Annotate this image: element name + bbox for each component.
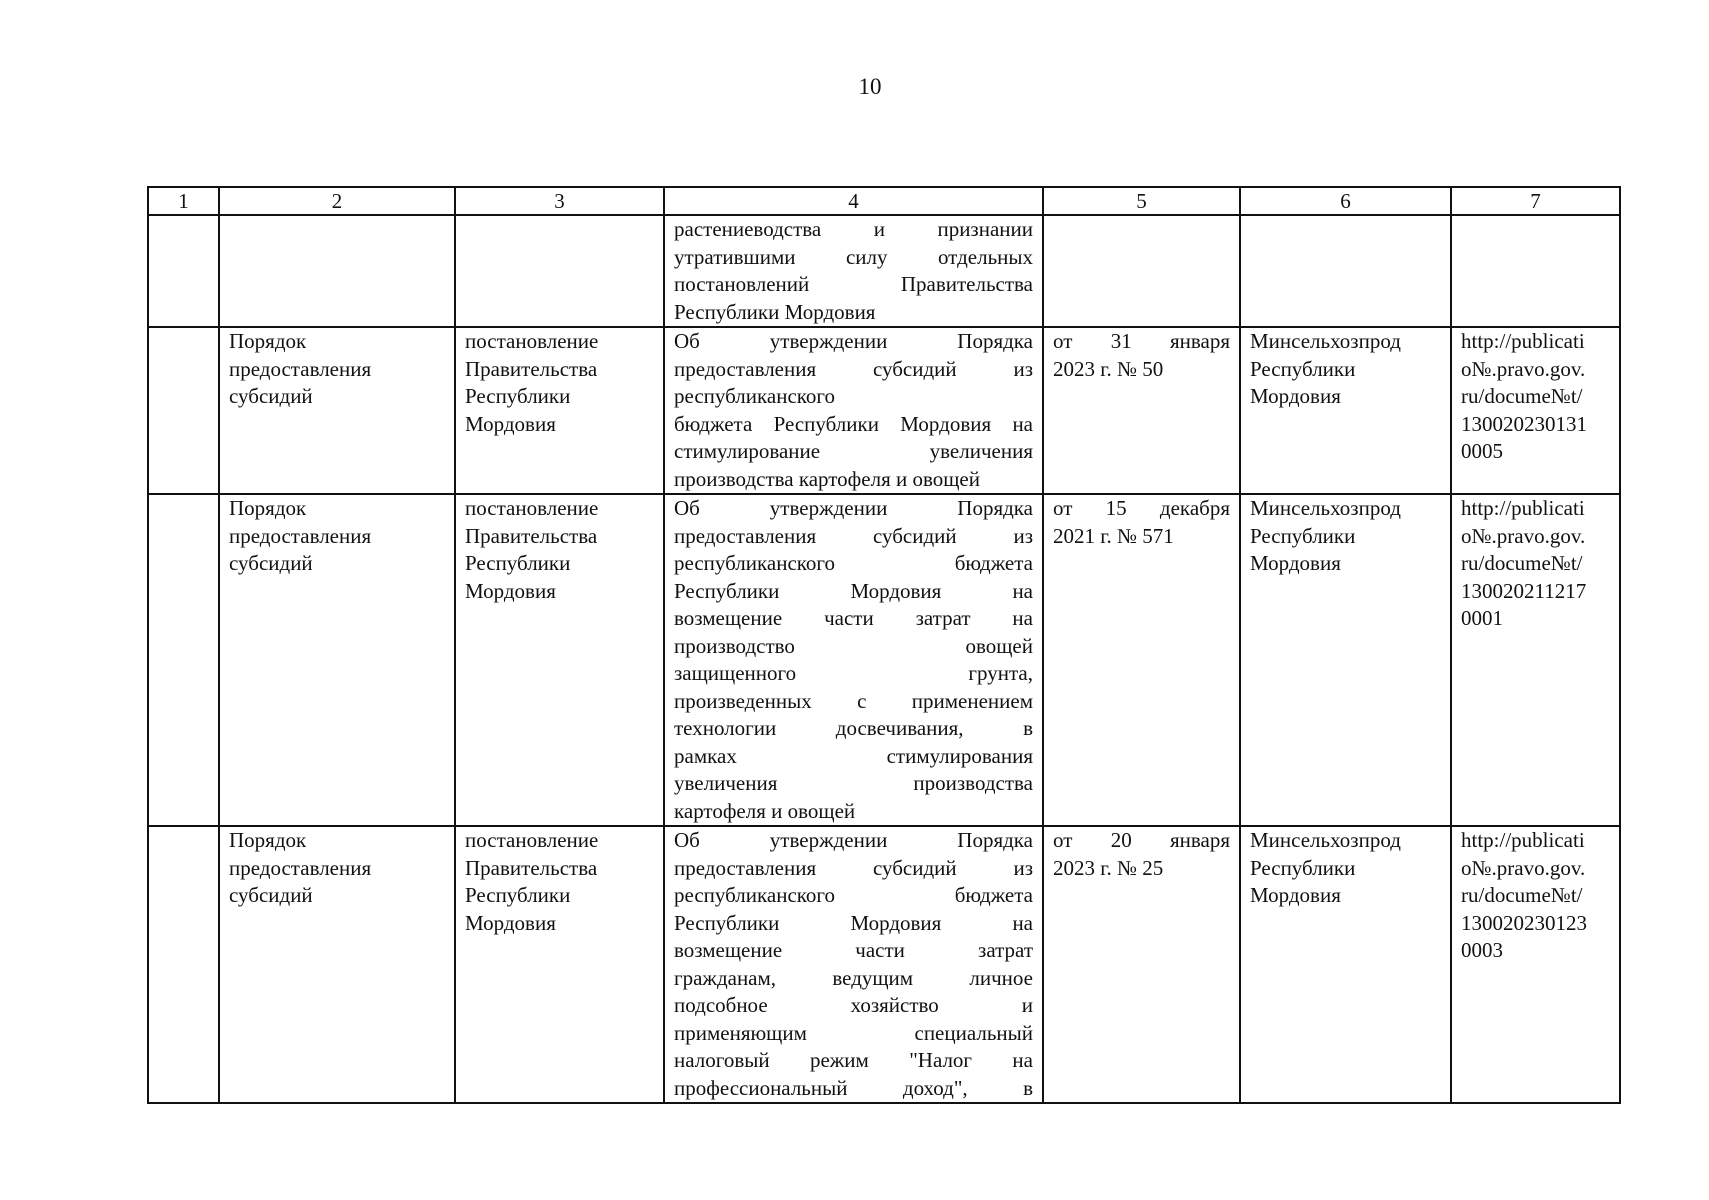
table-row: [148, 327, 1620, 494]
text-line: Мордовия: [465, 411, 556, 436]
cell-act-type: [455, 327, 664, 494]
text-line: Республики: [1250, 523, 1356, 548]
text-line: Правительства: [465, 523, 598, 548]
text-line: 0005: [1461, 439, 1503, 463]
text-line: республиканского бюджета: [674, 883, 1033, 907]
cell-url: [1451, 826, 1620, 1103]
text-line: субсидий: [229, 551, 313, 575]
legal-acts-table: [147, 186, 1621, 1104]
cell-act-title: [664, 494, 1043, 826]
cell-act-type: [455, 494, 664, 826]
cell-agency: [1240, 327, 1451, 494]
text-line: Правительства: [465, 356, 598, 381]
cell-act-type: [455, 826, 664, 1103]
text-line: бюджета Республики Мордовия на: [674, 411, 1033, 436]
text-line: производства картофеля и овощей: [674, 466, 980, 491]
text-line: предоставления субсидий из: [674, 855, 1033, 880]
text-line: увеличения производства: [674, 771, 1033, 795]
text-line: предоставления: [229, 356, 372, 381]
text-line: Минсельхозпрод: [1250, 329, 1401, 353]
text-line: Мордовия: [1250, 384, 1341, 408]
text-line: предоставления субсидий из: [674, 356, 1033, 381]
text-line: 130020230131: [1461, 411, 1587, 436]
text-line: ru/docume№t/: [1461, 883, 1583, 907]
text-line: предоставления субсидий из: [674, 523, 1033, 548]
column-header: 7: [1451, 187, 1620, 215]
text-line: Правительства: [465, 855, 598, 880]
text-line: Республики: [465, 384, 571, 408]
text-line: o№.pravo.gov.: [1461, 523, 1586, 548]
text-line: постановление: [465, 496, 599, 520]
cell-act-date: [1043, 494, 1240, 826]
text-line: от 20 января: [1053, 828, 1230, 852]
text-line: постановление: [465, 329, 599, 353]
text-line: Мордовия: [465, 578, 556, 603]
column-header: 6: [1240, 187, 1451, 215]
text-line: http://publicati: [1461, 329, 1585, 353]
text-line: Республики: [465, 551, 571, 575]
text-line: 0003: [1461, 938, 1503, 962]
text-line: Республики: [465, 883, 571, 907]
text-line: ru/docume№t/: [1461, 551, 1583, 575]
text-line: 2021 г. № 571: [1053, 523, 1174, 548]
text-line: Республики Мордовия на: [674, 578, 1033, 603]
cell-agency: [1240, 494, 1451, 826]
cell-url: [1451, 327, 1620, 494]
continuation-row: [148, 215, 1620, 327]
cell-act-subject: [219, 215, 455, 327]
cell-url: [1451, 494, 1620, 826]
text-line: Мордовия: [1250, 551, 1341, 575]
cell-number: [148, 494, 219, 826]
text-line: Порядок: [229, 329, 307, 353]
text-line: o№.pravo.gov.: [1461, 356, 1586, 381]
column-header: 2: [219, 187, 455, 215]
page-number: 10: [858, 74, 882, 99]
text-line: Республики: [1250, 356, 1356, 381]
cell-act-date: [1043, 826, 1240, 1103]
text-line: гражданам, ведущим личное: [674, 965, 1033, 990]
text-line: профессиональный доход", в: [674, 1075, 1033, 1100]
text-line: произведенных с применением: [674, 688, 1033, 713]
text-line: постановление: [465, 828, 599, 852]
cell-act-subject: [219, 494, 455, 826]
column-header: 1: [148, 187, 219, 215]
text-line: Порядок: [229, 828, 307, 852]
table-header-row: [148, 187, 1620, 215]
text-line: Об утверждении Порядка: [674, 828, 1033, 852]
text-line: республиканского бюджета: [674, 551, 1033, 575]
text-line: постановлений Правительства: [674, 272, 1033, 296]
text-line: Мордовия: [465, 910, 556, 935]
text-line: 0001: [1461, 606, 1503, 630]
text-line: Минсельхозпрод: [1250, 828, 1401, 852]
text-line: предоставления: [229, 855, 372, 880]
text-line: возмещение части затрат: [674, 938, 1033, 962]
text-line: http://publicati: [1461, 496, 1585, 520]
cell-act-date: [1043, 215, 1240, 327]
text-line: Республики Мордовия на: [674, 910, 1033, 935]
text-line: растениеводства и признании: [674, 217, 1033, 241]
table-row: [148, 826, 1620, 1103]
text-line: подсобное хозяйство и: [674, 993, 1033, 1017]
cell-number: [148, 826, 219, 1103]
text-line: от 15 декабря: [1053, 496, 1230, 520]
cell-act-subject: [219, 826, 455, 1103]
text-line: рамках стимулирования: [674, 743, 1033, 768]
text-line: утратившими силу отдельных: [674, 244, 1033, 269]
text-line: Об утверждении Порядка: [674, 496, 1033, 520]
text-line: субсидий: [229, 883, 313, 907]
text-line: ru/docume№t/: [1461, 384, 1583, 408]
cell-act-date: [1043, 327, 1240, 494]
text-line: o№.pravo.gov.: [1461, 855, 1586, 880]
cell-number: [148, 327, 219, 494]
text-line: http://publicati: [1461, 828, 1585, 852]
text-line: предоставления: [229, 523, 372, 548]
text-line: налоговый режим "Налог на: [674, 1048, 1033, 1072]
column-header: 4: [664, 187, 1043, 215]
text-line: субсидий: [229, 384, 313, 408]
text-line: Порядок: [229, 496, 307, 520]
text-line: 130020211217: [1461, 578, 1587, 603]
column-header: 3: [455, 187, 664, 215]
cell-act-title: [664, 826, 1043, 1103]
text-line: возмещение части затрат на: [674, 606, 1033, 630]
text-line: от 31 января: [1053, 329, 1230, 353]
text-line: Мордовия: [1250, 883, 1341, 907]
text-line: стимулирование увеличения: [674, 439, 1033, 463]
text-line: Республики Мордовия: [674, 299, 876, 324]
text-line: 2023 г. № 25: [1053, 855, 1164, 880]
text-line: 130020230123: [1461, 910, 1587, 935]
text-line: защищенного грунта,: [674, 661, 1033, 685]
cell-agency: [1240, 826, 1451, 1103]
table-row: [148, 494, 1620, 826]
cell-agency: [1240, 215, 1451, 327]
text-line: Об утверждении Порядка: [674, 329, 1033, 353]
text-line: Минсельхозпрод: [1250, 496, 1401, 520]
text-line: технологии досвечивания, в: [674, 716, 1033, 740]
text-line: республиканского: [674, 384, 835, 408]
cell-act-title: [664, 327, 1043, 494]
column-header: 5: [1043, 187, 1240, 215]
text-line: 2023 г. № 50: [1053, 356, 1164, 381]
cell-url: [1451, 215, 1620, 327]
cell-act-subject: [219, 327, 455, 494]
text-line: Республики: [1250, 855, 1356, 880]
text-line: картофеля и овощей: [674, 798, 856, 823]
text-line: применяющим специальный: [674, 1020, 1033, 1045]
text-line: производство овощей: [674, 633, 1033, 658]
cell-number: [148, 215, 219, 327]
cell-act-title: [664, 215, 1043, 327]
cell-act-type: [455, 215, 664, 327]
